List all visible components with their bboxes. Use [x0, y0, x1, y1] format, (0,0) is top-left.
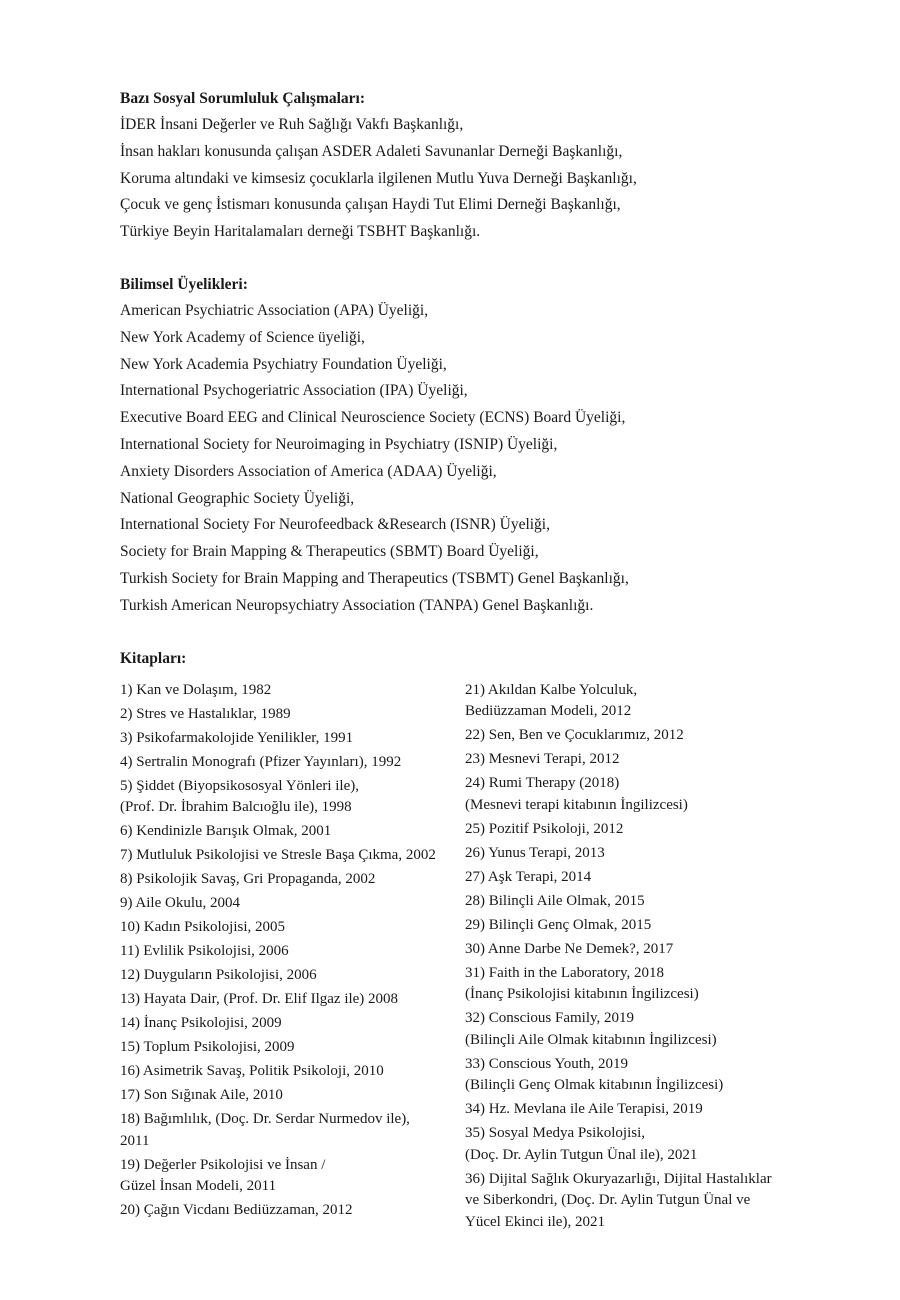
book-item: 25) Pozitif Psikoloji, 2012 [465, 820, 624, 837]
book-item: 29) Bilinçli Genç Olmak, 2015 [465, 916, 652, 933]
book-item: 30) Anne Darbe Ne Demek?, 2017 [465, 940, 674, 957]
book-item: 24) Rumi Therapy (2018) (Mesnevi terapi kitabının İngilizcesi) [465, 775, 688, 813]
membership-item: Anxiety Disorders Association of America (ADAA) Üyeliği, [120, 462, 497, 480]
social-item: Çocuk ve genç İstismarı konusunda çalışan Haydi Tut Elimi Derneği Başkanlığı, [120, 196, 621, 214]
book-item: 32) Conscious Family, 2019 (Bilinçli Aile Olmak kitabının İngilizcesi) [465, 1010, 717, 1048]
book-item: 22) Sen, Ben ve Çocuklarımız, 2012 [465, 727, 684, 744]
book-item: 33) Conscious Youth, 2019 (Bilinçli Genç Olmak kitabının İngilizcesi) [465, 1055, 724, 1094]
book-item: 5) Şiddet (Biyopsikososyal Yönleri ile), (Prof. Dr. İbrahim Balcıoğlu ile), 1998 [120, 777, 360, 816]
book-item: 15) Toplum Psikolojisi, 2009 [120, 1039, 295, 1056]
document-page [120, 86, 810, 1236]
book-item: 11) Evlilik Psikolojisi, 2006 [120, 943, 289, 960]
book-item: 13) Hayata Dair, (Prof. Dr. Elif Ilgaz ile) 2008 [120, 991, 399, 1008]
social-item: İDER İnsani Değerler ve Ruh Sağlığı Vakfı Başkanlığı, [120, 116, 464, 133]
book-item: 14) İnanç Psikolojisi, 2009 [120, 1015, 282, 1032]
social-item: İnsan hakları konusunda çalışan ASDER Adaleti Savunanlar Derneği Başkanlığı, [120, 142, 623, 160]
book-item: 12) Duyguların Psikolojisi, 2006 [120, 967, 317, 984]
book-item: 17) Son Sığınak Aile, 2010 [120, 1087, 283, 1104]
book-item: 20) Çağın Vicdanı Bediüzzaman, 2012 [120, 1202, 353, 1219]
memberships-heading: Bilimsel Üyelikleri: [120, 275, 248, 293]
book-item: 36) Dijital Sağlık Okuryazarlığı, Dijital Hastalıklar ve Siberkondri, (Doç. Dr. Aylin Tutgun Ünal ve Yücel Ekinci ile), 2021 [465, 1170, 772, 1230]
book-item: 16) Asimetrik Savaş, Politik Psikoloji, 2010 [120, 1063, 384, 1080]
book-item: 1) Kan ve Dolaşım, 1982 [120, 681, 272, 698]
membership-item: Turkish American Neuropsychiatry Association (TANPA) Genel Başkanlığı. [120, 596, 594, 614]
book-item: 2) Stres ve Hastalıklar, 1989 [120, 705, 291, 722]
membership-item: Turkish Society for Brain Mapping and Therapeutics (TSBMT) Genel Başkanlığı, [120, 569, 629, 587]
book-item: 18) Bağımlılık, (Doç. Dr. Serdar Nurmedov ile), 2011 [120, 1111, 410, 1149]
membership-item: Society for Brain Mapping & Therapeutics (SBMT) Board Üyeliği, [120, 543, 539, 561]
book-item: 3) Psikofarmakolojide Yenilikler, 1991 [120, 729, 354, 746]
membership-item: American Psychiatric Association (APA) Üyeliği, [120, 301, 429, 319]
membership-item: New York Academia Psychiatry Foundation Üyeliği, [120, 355, 447, 373]
book-item: 4) Sertralin Monografı (Pfizer Yayınları), 1992 [120, 753, 402, 770]
membership-item: National Geographic Society Üyeliği, [120, 489, 355, 507]
book-item: 8) Psikolojik Savaş, Gri Propaganda, 2002 [120, 871, 376, 888]
book-item: 10) Kadın Psikolojisi, 2005 [120, 919, 286, 936]
social-responsibility-heading: Bazı Sosyal Sorumluluk Çalışmaları: [120, 90, 366, 107]
book-item: 6) Kendinizle Barışık Olmak, 2001 [120, 823, 332, 840]
book-item: 26) Yunus Terapi, 2013 [465, 844, 605, 861]
book-item: 21) Akıldan Kalbe Yolculuk, Bediüzzaman Modeli, 2012 [465, 681, 638, 720]
membership-item: International Society for Neuroimaging in Psychiatry (ISNIP) Üyeliği, [120, 435, 558, 453]
membership-item: Executive Board EEG and Clinical Neuroscience Society (ECNS) Board Üyeliği, [120, 409, 626, 427]
books-heading: Kitapları: [120, 649, 187, 667]
membership-item: International Psychogeriatric Association (IPA) Üyeliği, [120, 382, 468, 400]
books-columns [120, 680, 810, 1236]
book-item: 28) Bilinçli Aile Olmak, 2015 [465, 892, 645, 909]
book-item: 23) Mesnevi Terapi, 2012 [465, 751, 620, 768]
social-item: Koruma altındaki ve kimsesiz çocuklarla ilgilenen Mutlu Yuva Derneği Başkanlığı, [120, 169, 637, 187]
membership-item: New York Academy of Science üyeliği, [120, 328, 365, 346]
book-item: 34) Hz. Mevlana ile Aile Terapisi, 2019 [465, 1101, 703, 1118]
book-item: 19) Değerler Psikolojisi ve İnsan / Güzel İnsan Modeli, 2011 [120, 1156, 326, 1195]
social-responsibility-section [120, 86, 810, 246]
books-left-column [120, 680, 465, 1236]
social-item: Türkiye Beyin Haritalamaları derneği TSBHT Başkanlığı. [120, 223, 481, 241]
book-item: 35) Sosyal Medya Psikolojisi, (Doç. Dr. Aylin Tutgun Ünal ile), 2021 [465, 1125, 698, 1163]
membership-item: International Society For Neurofeedback &Research (ISNR) Üyeliği, [120, 516, 550, 534]
books-section [120, 646, 810, 1236]
book-item: 31) Faith in the Laboratory, 2018 (İnanç Psikolojisi kitabının İngilizcesi) [465, 964, 699, 1003]
book-item: 9) Aile Okulu, 2004 [120, 895, 240, 912]
book-item: 7) Mutluluk Psikolojisi ve Stresle Başa Çıkma, 2002 [120, 847, 436, 864]
book-item: 27) Aşk Terapi, 2014 [465, 868, 592, 885]
books-right-column [465, 680, 810, 1236]
memberships-section [120, 272, 810, 620]
